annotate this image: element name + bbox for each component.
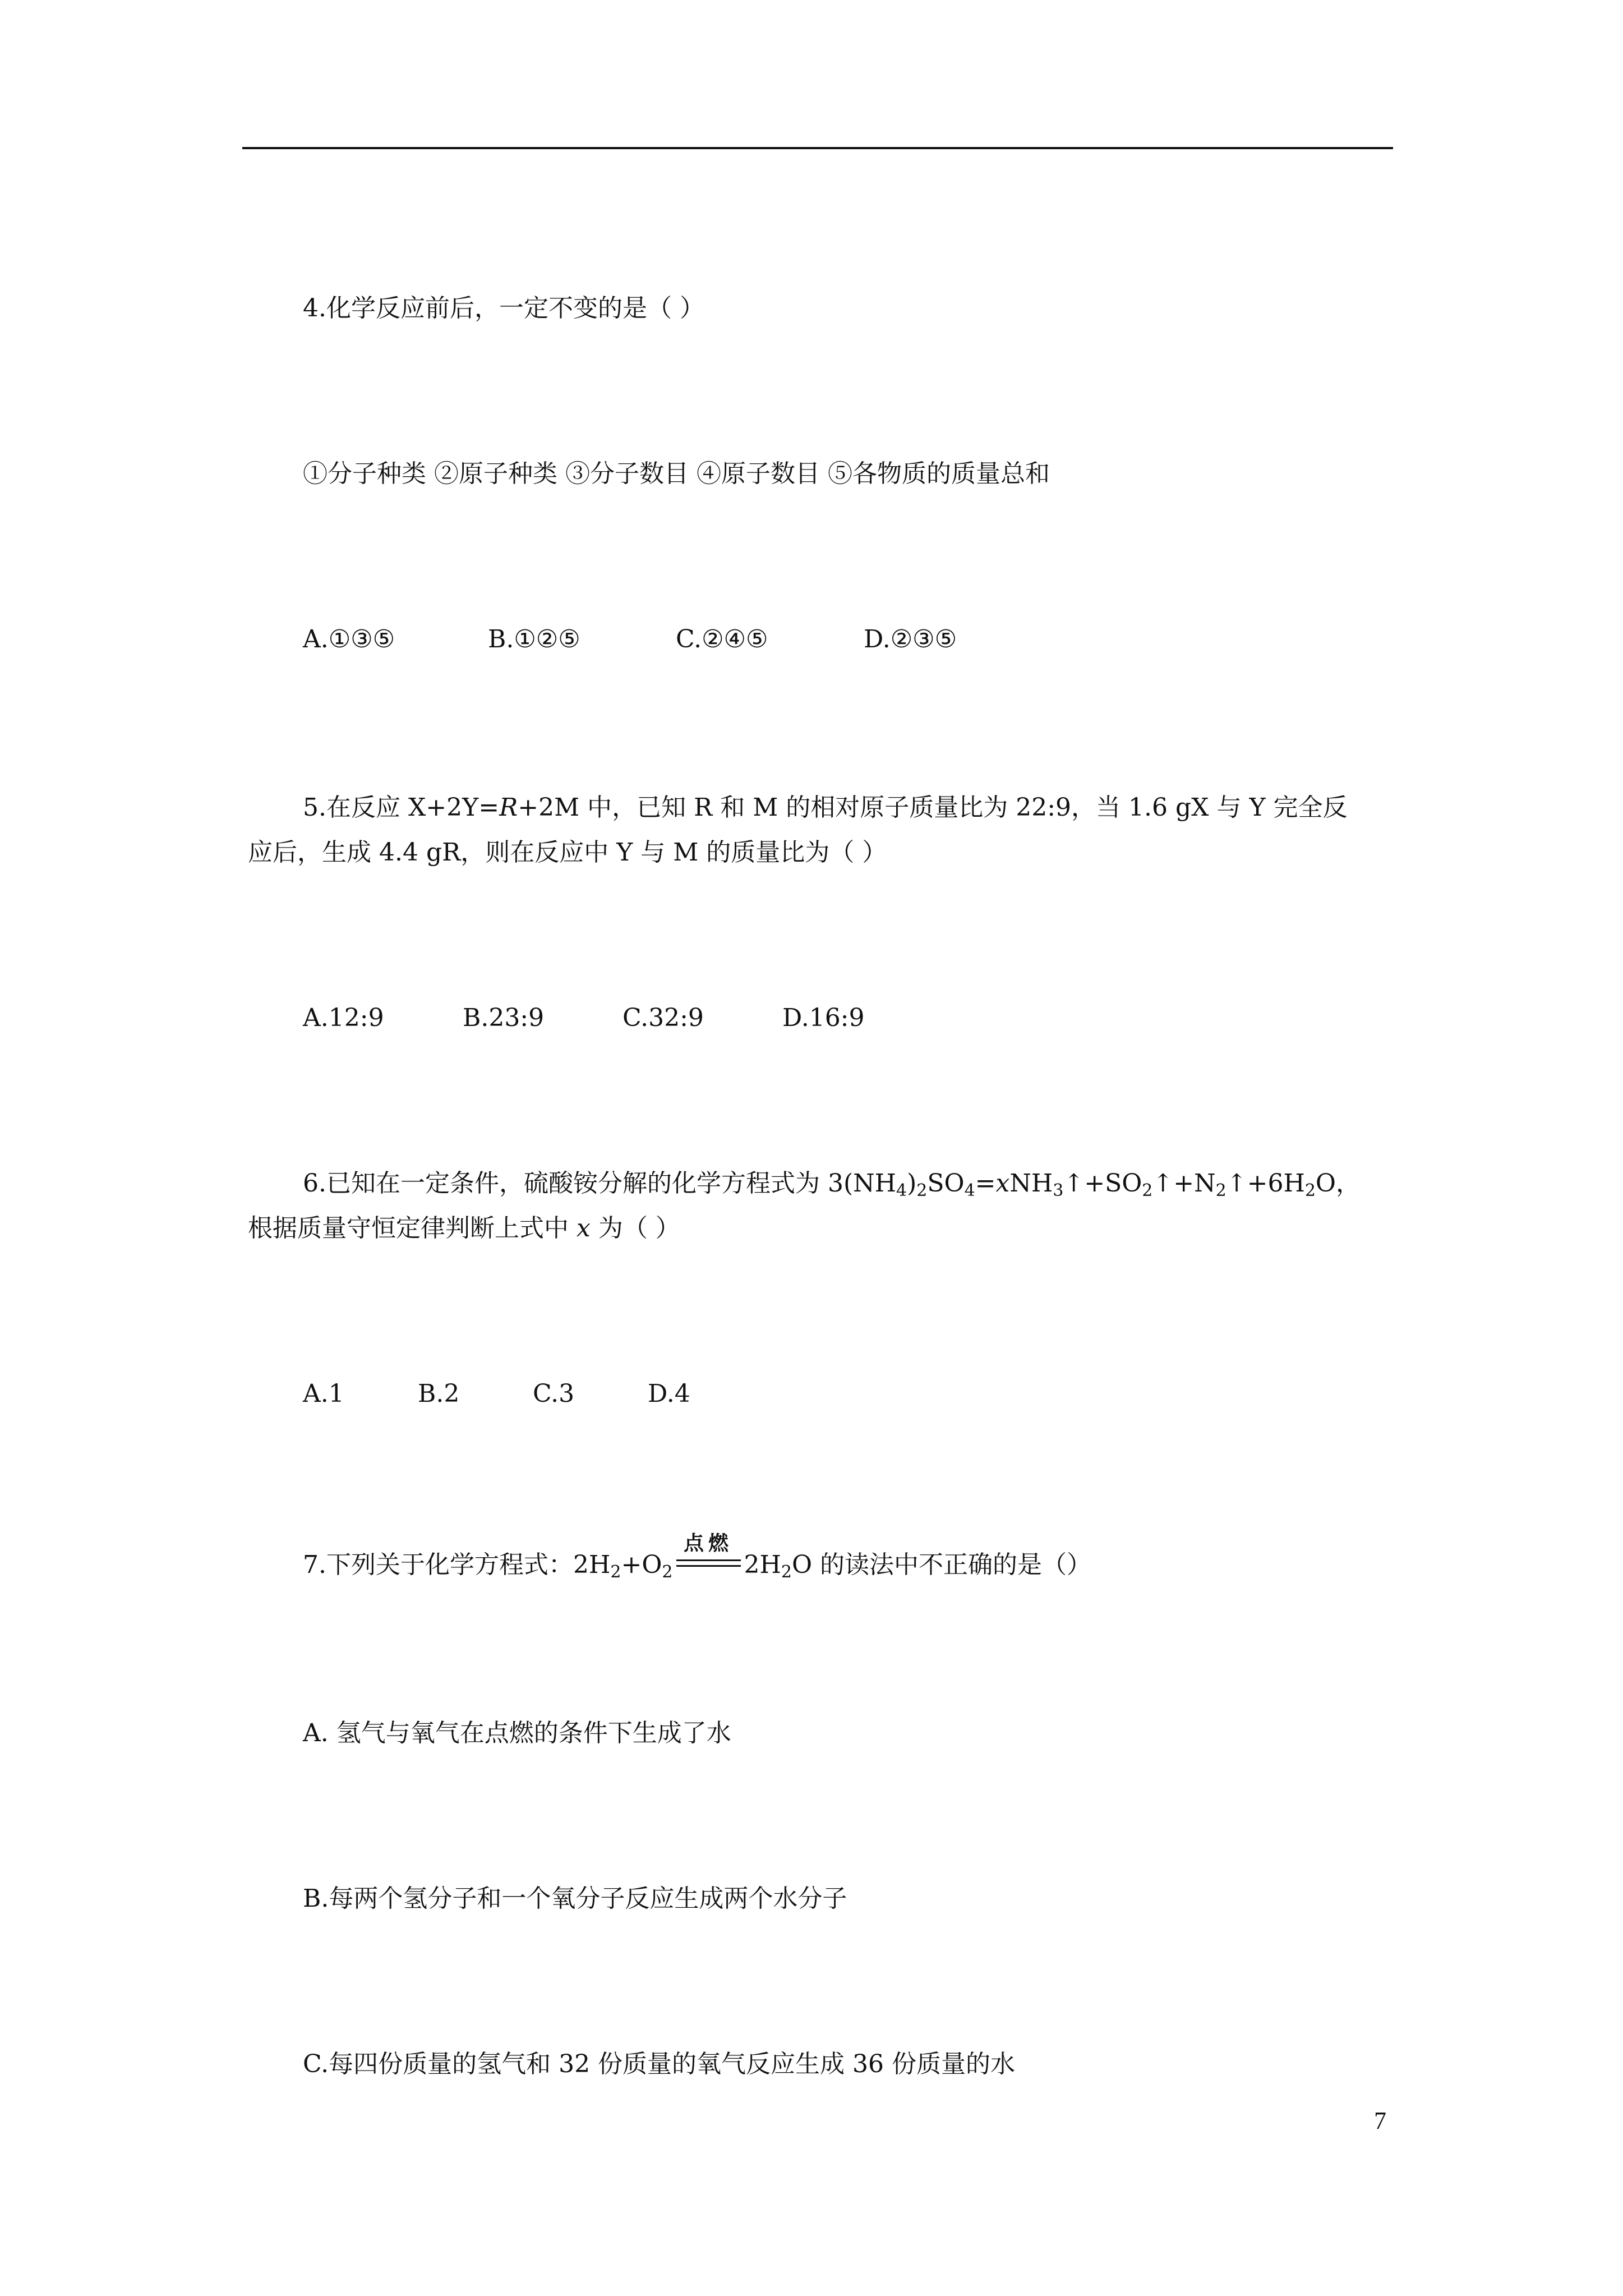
q6-option-a[interactable]: A.1 [303, 1379, 344, 1408]
q6-equation-line: 6.已知在一定条件，硫酸铵分解的化学方程式为 $3(NH_4)_2SO_4=xNH_3↑+SO_2↑+N_2↑+6H_2O$， [303, 1169, 1361, 1200]
equals-bar-bottom [676, 1565, 741, 1567]
q5-options [303, 1001, 865, 1035]
q5-option-d[interactable]: D.16:9 [782, 1004, 865, 1032]
q4-option-a[interactable]: A.①③⑤ [303, 625, 395, 654]
q7-stem: 7.下列关于化学方程式：$2H_2+O_2$ 点燃 $2H_2O$ 的读法中不正确的是（） [303, 1548, 1091, 1582]
reaction-condition-label: 点燃 [683, 1532, 733, 1555]
q4-options [303, 623, 957, 656]
q6-option-d[interactable]: D.4 [648, 1379, 690, 1408]
q6-option-c[interactable]: C.3 [533, 1379, 575, 1408]
q4-stem: 4.化学反应前后，一定不变的是（ ） [303, 294, 704, 323]
q6-options [303, 1377, 690, 1411]
q5-stem-line1: 5.在反应 X+2Y=R+2M 中，已知 R 和 M 的相对原子质量比为 22:9，当 1.6 gX 与 Y 完全反 [303, 793, 1348, 822]
equals-bar-top [676, 1559, 741, 1561]
q4-option-b[interactable]: B.①②⑤ [488, 625, 580, 654]
reaction-condition-sign [676, 1532, 741, 1582]
q5-option-c[interactable]: C.32:9 [623, 1004, 704, 1032]
q5-stem-line2: 应后，生成 4.4 gR，则在反应中 Y 与 M 的质量比为（ ） [248, 838, 887, 867]
q7-option-c[interactable]: C.每四份质量的氢气和 32 份质量的氧气反应生成 36 份质量的水 [303, 2050, 1016, 2078]
q5-option-a[interactable]: A.12:9 [303, 1004, 384, 1032]
q6-stem-line2: 根据质量守恒定律判断上式中 x 为（ ） [248, 1214, 680, 1243]
q4-option-d[interactable]: D.②③⑤ [864, 625, 957, 654]
q4-option-c[interactable]: C.②④⑤ [676, 625, 768, 654]
q4-items: ①分子种类 ②原子种类 ③分子数目 ④原子数目 ⑤各物质的质量总和 [303, 459, 1050, 488]
q5-option-b[interactable]: B.23:9 [463, 1004, 545, 1032]
header-rule [242, 147, 1393, 149]
q7-option-a[interactable]: A. 氢气与氧气在点燃的条件下生成了水 [303, 1719, 731, 1747]
page-number: 7 [1374, 2107, 1386, 2134]
q7-option-b[interactable]: B.每两个氢分子和一个氧分子反应生成两个水分子 [303, 1884, 847, 1913]
q6-option-b[interactable]: B.2 [418, 1379, 460, 1408]
